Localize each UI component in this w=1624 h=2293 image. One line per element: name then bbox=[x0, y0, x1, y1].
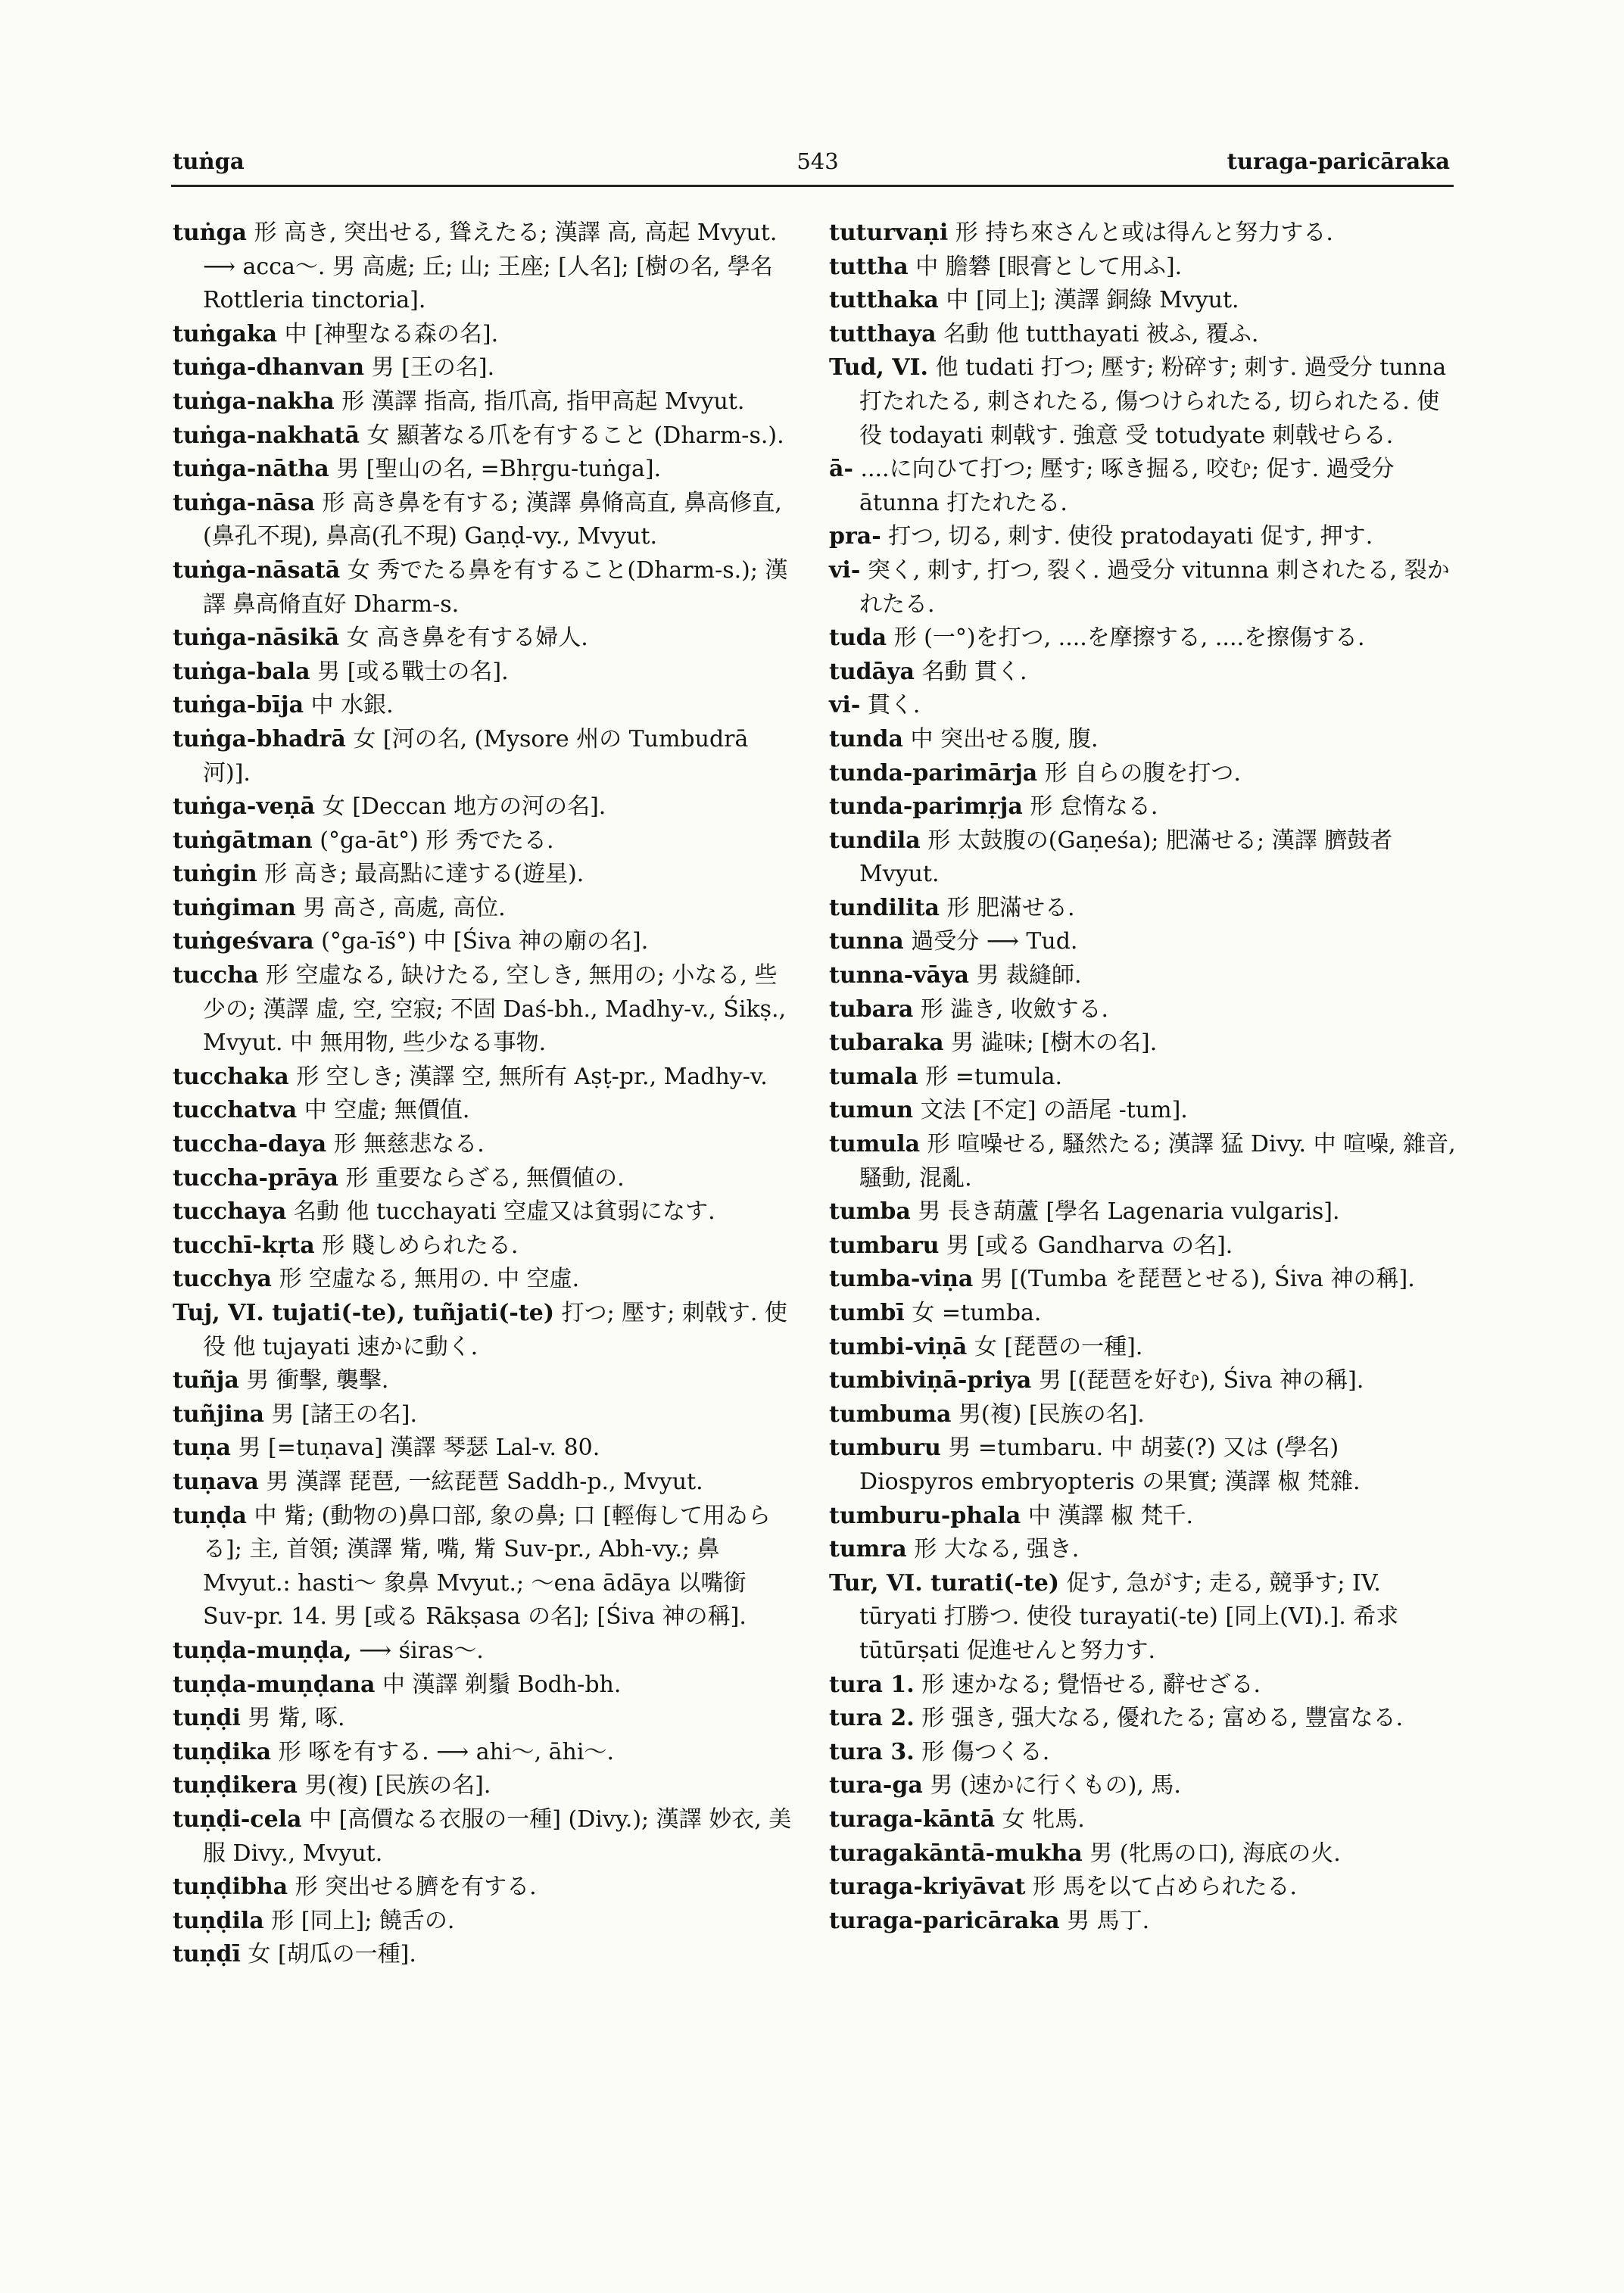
headword: tuṅgaka bbox=[173, 320, 278, 347]
headword: tuñja bbox=[173, 1367, 239, 1394]
gloss: 男 衝擊, 襲擊. bbox=[246, 1367, 389, 1394]
dictionary-entry bbox=[829, 1736, 1457, 1770]
gloss: 形 (一°)を打つ, ....を摩擦する, ....を擦傷する. bbox=[893, 625, 1365, 652]
gloss: 男 =tumbaru. 中 胡荽(?) 又は (學名) Diospyros embryopteris の果實; 漢譯 椒 梵雜. bbox=[859, 1435, 1361, 1495]
headword: tuṇḍika bbox=[173, 1738, 272, 1765]
dictionary-entry bbox=[829, 1803, 1457, 1837]
gloss: 女 [胡瓜の一種]. bbox=[248, 1941, 416, 1968]
gloss: 男 [=tuṇava] 漢譯 琴瑟 Lal-v. 80. bbox=[238, 1435, 600, 1462]
dictionary-entry bbox=[173, 318, 793, 352]
gloss: 形 =tumula. bbox=[925, 1063, 1063, 1090]
gloss: 男 (牝馬の口), 海底の火. bbox=[1089, 1840, 1341, 1867]
headword: tuṅga-nāsikā bbox=[173, 625, 340, 652]
headword: Tuj, VI. tujati(-te), tuñjati(-te) bbox=[173, 1300, 555, 1326]
gloss: 形 速かなる; 覺悟せる, 辭せざる. bbox=[921, 1671, 1261, 1698]
dictionary-entry bbox=[829, 1533, 1457, 1567]
headword: tubara bbox=[829, 995, 914, 1023]
gloss: 女 [琵琶の一種]. bbox=[974, 1333, 1143, 1360]
headword: tutthaka bbox=[829, 287, 939, 314]
dictionary-entry bbox=[829, 723, 1457, 757]
dictionary-entry bbox=[829, 217, 1457, 251]
dictionary-entry bbox=[173, 1803, 793, 1871]
headword: tucchatva bbox=[173, 1097, 298, 1124]
headword: tumburu-phala bbox=[829, 1502, 1021, 1529]
headword: tuṇḍibha bbox=[173, 1874, 288, 1901]
dictionary-entry bbox=[829, 251, 1457, 285]
dictionary-entry bbox=[173, 1195, 793, 1229]
gloss: 形 自らの腹を打つ. bbox=[1044, 759, 1241, 787]
dictionary-entry bbox=[829, 1128, 1457, 1195]
dictionary-entry bbox=[173, 723, 793, 790]
headword: tundilita bbox=[829, 894, 940, 921]
headword: turaga-kriyāvat bbox=[829, 1874, 1026, 1901]
headword: tuda bbox=[829, 625, 887, 652]
headword: tuṅga bbox=[173, 220, 247, 246]
dictionary-entry bbox=[829, 1094, 1457, 1128]
gloss: (°ga-īś°) 中 [Śiva 神の廟の名]. bbox=[321, 928, 649, 955]
gloss: 形 [同上]; 饒舌の. bbox=[271, 1907, 455, 1934]
gloss: 形 高き; 最高點に達する(遊星). bbox=[264, 861, 584, 888]
headword: tucchaka bbox=[173, 1063, 289, 1090]
headword: tuṅga-nakha bbox=[173, 388, 335, 415]
headword: tumbi-viṇā bbox=[829, 1333, 968, 1360]
headword: tuṇḍila bbox=[173, 1907, 264, 1934]
headword: tumbiviṇā-priya bbox=[829, 1367, 1032, 1394]
headword: vi- bbox=[829, 556, 861, 584]
headword: Tud, VI. bbox=[829, 354, 929, 382]
dictionary-entry bbox=[173, 419, 793, 453]
gloss: 打つ, 切る, 刺す. 使役 pratodayati 促す, 押す. bbox=[888, 523, 1373, 550]
dictionary-entry bbox=[173, 1702, 793, 1736]
headword: tuturvaṇi bbox=[829, 220, 949, 246]
dictionary-entry bbox=[173, 385, 793, 419]
dictionary-entry bbox=[829, 1432, 1457, 1499]
gloss: 過受分 ⟶ Tud. bbox=[911, 928, 1078, 955]
headword: tuṅga-nātha bbox=[173, 456, 329, 483]
headword: tuñjina bbox=[173, 1400, 264, 1428]
dictionary-entry bbox=[829, 1061, 1457, 1095]
gloss: 男(複) [民族の名]. bbox=[304, 1772, 491, 1799]
gloss: 形 肥滿せる. bbox=[946, 894, 1075, 921]
dictionary-entry bbox=[173, 959, 793, 1061]
dictionary-entry bbox=[173, 1938, 793, 1972]
headword: tumbaru bbox=[829, 1232, 940, 1259]
headword: tucchaya bbox=[173, 1198, 287, 1226]
right-column bbox=[829, 217, 1457, 1938]
headword: tunna bbox=[829, 928, 904, 955]
gloss: 中 漢譯 剃鬚 Bodh-bh. bbox=[382, 1671, 622, 1698]
dictionary-entry bbox=[829, 1871, 1457, 1905]
gloss: 男 (速かに行くもの), 馬. bbox=[930, 1772, 1181, 1799]
dictionary-entry bbox=[829, 1500, 1457, 1534]
gloss: 形 賤しめられたる. bbox=[322, 1232, 519, 1259]
dictionary-entry bbox=[173, 824, 793, 858]
gloss: 女 =tumba. bbox=[912, 1300, 1042, 1326]
gloss: 中 [同上]; 漢譯 銅綠 Mvyut. bbox=[946, 287, 1239, 314]
headword: tucchya bbox=[173, 1266, 272, 1293]
dictionary-entry bbox=[173, 1061, 793, 1095]
dictionary-entry bbox=[829, 284, 1457, 318]
headword: tunna-vāya bbox=[829, 962, 969, 989]
gloss: 他 tudati 打つ; 壓す; 粉碎す; 刺す. 過受分 tunna 打たれたる, 刺されたる, 傷つけられたる, 切られたる. 使役 todayati 刺戟す. 強意 受 totudyate 刺戟せらる. bbox=[859, 354, 1447, 449]
gloss: 形 傷つくる. bbox=[921, 1738, 1050, 1765]
dictionary-entry bbox=[829, 1769, 1457, 1803]
dictionary-entry bbox=[829, 757, 1457, 791]
gloss: 形 空虛なる, 無用の. 中 空虛. bbox=[279, 1266, 580, 1293]
dictionary-entry bbox=[173, 1736, 793, 1770]
dictionary-entry bbox=[173, 1466, 793, 1500]
headword: tuṅgin bbox=[173, 861, 257, 888]
headword: tuccha bbox=[173, 962, 259, 989]
headword: tuṅga-bhadrā bbox=[173, 725, 346, 752]
dictionary-entry bbox=[173, 790, 793, 824]
gloss: 形 漢譯 指高, 指爪高, 指甲高起 Mvyut. bbox=[341, 388, 745, 415]
headword: tuṇḍa-muṇḍana bbox=[173, 1671, 376, 1698]
headword: tumbuma bbox=[829, 1400, 952, 1428]
dictionary-entry bbox=[173, 217, 793, 318]
dictionary-entry bbox=[173, 892, 793, 926]
gloss: 形 無慈悲なる. bbox=[333, 1131, 485, 1158]
dictionary-entry bbox=[173, 1297, 793, 1364]
dictionary-entry bbox=[173, 858, 793, 892]
dictionary-entry bbox=[173, 1128, 793, 1162]
headword: tuṅga-dhanvan bbox=[173, 354, 365, 382]
headword: tuṅga-nāsatā bbox=[173, 556, 341, 584]
headword: tumbī bbox=[829, 1300, 905, 1326]
left-column bbox=[173, 217, 793, 1972]
gloss: 打つ; 壓す; 刺戟す. 使役 他 tujayati 速かに動く. bbox=[203, 1300, 787, 1360]
headword: tuṇḍikera bbox=[173, 1772, 298, 1799]
gloss: 女 [Deccan 地方の河の名]. bbox=[322, 793, 606, 821]
headword: tuṅga-bala bbox=[173, 658, 310, 685]
header-rule bbox=[171, 185, 1454, 187]
gloss: 男 觜, 啄. bbox=[248, 1705, 345, 1732]
gloss: 促す, 急がす; 走る, 競爭す; IV. tūryati 打勝つ. 使役 turayati(-te) [同上(VI).]. 希求 tūtūrṣati 促進せんと努力す. bbox=[859, 1569, 1399, 1664]
dictionary-entry bbox=[829, 1364, 1457, 1398]
dictionary-entry bbox=[829, 1567, 1457, 1668]
gloss: 女 [河の名, (Mysore 州の Tumbudrā 河)]. bbox=[203, 725, 749, 787]
dictionary-entry bbox=[829, 520, 1457, 554]
headword: pra- bbox=[829, 523, 881, 550]
gloss: 突く, 刺す, 打つ, 裂く. 過受分 vitunna 刺されたる, 裂かれたる. bbox=[859, 556, 1450, 618]
dictionary-entry bbox=[829, 554, 1457, 622]
dictionary-entry bbox=[829, 1905, 1457, 1939]
gloss: 名動 貫く. bbox=[921, 658, 1027, 685]
headword: tumra bbox=[829, 1536, 907, 1563]
dictionary-entry bbox=[173, 1162, 793, 1196]
dictionary-entry bbox=[829, 925, 1457, 959]
dictionary-entry bbox=[173, 1398, 793, 1432]
headword: tubaraka bbox=[829, 1030, 944, 1057]
dictionary-entry bbox=[829, 1837, 1457, 1871]
headword: tunda-parimṛja bbox=[829, 793, 1023, 821]
headword: tuṇḍi-cela bbox=[173, 1805, 302, 1833]
gloss: 形 空しき; 漢譯 空, 無所有 Aṣṭ-pr., Madhy-v. bbox=[296, 1063, 768, 1090]
dictionary-entry bbox=[173, 487, 793, 554]
gloss: 男 馬丁. bbox=[1067, 1907, 1150, 1934]
page-number: 543 bbox=[796, 148, 839, 174]
dictionary-entry bbox=[173, 351, 793, 385]
dictionary-entry bbox=[173, 1769, 793, 1803]
headword: tuṇḍa-muṇḍa, bbox=[173, 1637, 352, 1664]
headword: tucchī-kṛta bbox=[173, 1232, 315, 1259]
dictionary-entry bbox=[829, 622, 1457, 656]
dictionary-entry bbox=[829, 993, 1457, 1027]
dictionary-entry bbox=[829, 689, 1457, 723]
gloss: 形 太鼓腹の(Gaṇeśa); 肥滿せる; 漢譯 臍鼓者 Mvyut. bbox=[859, 827, 1393, 888]
dictionary-entry bbox=[173, 656, 793, 690]
gloss: 形 喧噪せる, 騷然たる; 漢譯 猛 Divy. 中 喧噪, 雜音, 騷動, 混亂. bbox=[859, 1131, 1456, 1192]
headword: tuṇḍa bbox=[173, 1502, 247, 1529]
gloss: 中 突出せる腹, 腹. bbox=[910, 725, 1099, 752]
gloss: 形 高き, 突出せる, 聳えたる; 漢譯 高, 高起 Mvyut. ⟶ acca〜. 男 高處; 丘; 山; 王座; [人名]; [樹の名, 學名 Rottleria tinctoria]. bbox=[203, 220, 778, 314]
gloss: 形 怠惰なる. bbox=[1030, 793, 1158, 821]
gloss: 男 裁縫師. bbox=[976, 962, 1082, 989]
gloss: 男 高さ, 高處, 高位. bbox=[303, 894, 506, 921]
dictionary-entry bbox=[173, 453, 793, 487]
running-head-left: tuṅga bbox=[173, 148, 245, 174]
dictionary-entry bbox=[173, 1634, 793, 1668]
dictionary-entry bbox=[829, 790, 1457, 824]
headword: tuttha bbox=[829, 253, 909, 280]
headword: vi- bbox=[829, 692, 861, 719]
dictionary-entry bbox=[829, 1263, 1457, 1297]
gloss: ....に向ひて打つ; 壓す; 啄き掘る, 咬む; 促す. 過受分 ātunna 打たれたる. bbox=[859, 456, 1395, 516]
gloss: 中 觜; (動物の)鼻口部, 象の鼻; 口 [輕侮して用ゐらる]; 主, 首領; 漢譯 觜, 嘴, 觜 Suv-pr., Abh-vy.; 鼻 Mvyut.: hasti〜 象鼻 Mvyut.; 〜ena ādāya 以嘴銜 Suv-pr. 14. 男 [或る Rākṣasa の名]; [Śiva 神の稱]. bbox=[203, 1502, 771, 1631]
headword: tumba-viṇa bbox=[829, 1266, 974, 1293]
gloss: 中 水銀. bbox=[310, 692, 394, 719]
gloss: 男 [聖山の名, =Bhṛgu-tuṅga]. bbox=[336, 456, 662, 483]
headword: ā- bbox=[829, 456, 853, 483]
dictionary-entry bbox=[173, 1668, 793, 1703]
headword: tuccha-daya bbox=[173, 1131, 327, 1158]
headword: Tur, VI. turati(-te) bbox=[829, 1569, 1060, 1597]
gloss: 形 持ち來さんと或は得んと努力する. bbox=[955, 220, 1333, 246]
headword: tuṇava bbox=[173, 1468, 259, 1495]
dictionary-entry bbox=[173, 925, 793, 959]
dictionary-entry bbox=[829, 892, 1457, 926]
gloss: 女 顯著なる爪を有すること (Dharm-s.). bbox=[366, 422, 784, 449]
dictionary-entry bbox=[173, 1500, 793, 1634]
gloss: 男 [(琵琶を好む), Śiva 神の稱]. bbox=[1038, 1367, 1364, 1394]
headword: tumun bbox=[829, 1097, 914, 1124]
headword: tura 2. bbox=[829, 1705, 915, 1732]
gloss: 男 [(Tumba を琵琶とせる), Śiva 神の稱]. bbox=[980, 1266, 1415, 1293]
dictionary-entry bbox=[173, 1432, 793, 1466]
gloss: 形 强き, 强大なる, 優れたる; 富める, 豐富なる. bbox=[921, 1705, 1404, 1732]
headword: tutthaya bbox=[829, 320, 937, 347]
gloss: 男 長き葫蘆 [學名 Lagenaria vulgaris]. bbox=[918, 1198, 1340, 1226]
headword: tunda bbox=[829, 725, 903, 752]
dictionary-entry bbox=[829, 318, 1457, 352]
headword: tura 3. bbox=[829, 1738, 915, 1765]
gloss: 男 [王の名]. bbox=[371, 354, 495, 382]
dictionary-entry bbox=[829, 656, 1457, 690]
gloss: 形 突出せる臍を有する. bbox=[295, 1874, 537, 1901]
dictionary-entry bbox=[173, 1871, 793, 1905]
dictionary-entry bbox=[829, 824, 1457, 892]
dictionary-entry bbox=[173, 1364, 793, 1398]
gloss: 男 漢譯 琵琶, 一絃琵琶 Saddh-p., Mvyut. bbox=[266, 1468, 703, 1495]
running-head-right: turaga-paricāraka bbox=[1227, 148, 1450, 174]
gloss: 中 膽礬 [眼膏として用ふ]. bbox=[915, 253, 1183, 280]
gloss: 貫く. bbox=[867, 692, 921, 719]
dictionary-entry bbox=[829, 1702, 1457, 1736]
headword: tundila bbox=[829, 827, 921, 854]
headword: tuṅgeśvara bbox=[173, 928, 314, 955]
gloss: 中 空虛; 無價值. bbox=[304, 1097, 470, 1124]
headword: tuṅga-veṇā bbox=[173, 793, 316, 821]
gloss: 形 澁き, 收斂する. bbox=[920, 995, 1109, 1023]
headword: tunda-parimārja bbox=[829, 759, 1038, 787]
dictionary-entry bbox=[829, 959, 1457, 993]
gloss: 男(複) [民族の名]. bbox=[958, 1400, 1145, 1428]
gloss: ⟶ śiras〜. bbox=[359, 1637, 484, 1664]
headword: turaga-paricāraka bbox=[829, 1907, 1060, 1934]
dictionary-entry bbox=[829, 1027, 1457, 1061]
headword: turaga-kāntā bbox=[829, 1805, 996, 1833]
dictionary-entry bbox=[173, 689, 793, 723]
headword: turagakāntā-mukha bbox=[829, 1840, 1083, 1867]
headword: tuṅgātman bbox=[173, 827, 313, 854]
gloss: 中 漢譯 椒 梵千. bbox=[1027, 1502, 1194, 1529]
gloss: 形 空虛なる, 缺けたる, 空しき, 無用の; 小なる, 些少の; 漢譯 虛, 空, 空寂; 不固 Daś-bh., Madhy-v., Śikṣ., Mvyut. 中 無用物, 些少なる事物. bbox=[203, 962, 787, 1057]
headword: tura 1. bbox=[829, 1671, 915, 1698]
headword: tuccha-prāya bbox=[173, 1164, 338, 1192]
headword: tuṅga-bīja bbox=[173, 692, 304, 719]
dictionary-entry bbox=[173, 1094, 793, 1128]
dictionary-entry bbox=[173, 1905, 793, 1939]
dictionary-entry bbox=[173, 1229, 793, 1263]
dictionary-entry bbox=[829, 1297, 1457, 1331]
headword: tuṅgiman bbox=[173, 894, 296, 921]
headword: tumula bbox=[829, 1131, 921, 1158]
headword: tudāya bbox=[829, 658, 915, 685]
dictionary-entry bbox=[829, 1331, 1457, 1365]
dictionary-entry bbox=[829, 1229, 1457, 1263]
gloss: 男 [或る Gandharva の名]. bbox=[946, 1232, 1233, 1259]
headword: tuṇḍi bbox=[173, 1705, 241, 1732]
gloss: 形 重要ならざる, 無價値の. bbox=[345, 1164, 625, 1192]
dictionary-entry bbox=[829, 453, 1457, 520]
headword: tuṅga-nāsa bbox=[173, 489, 315, 516]
gloss: 形 高き鼻を有する; 漢譯 鼻脩高直, 鼻高修直, (鼻孔不現), 鼻高(孔不現) Gaṇḍ-vy., Mvyut. bbox=[203, 489, 782, 550]
dictionary-entry bbox=[829, 1398, 1457, 1432]
headword: tura-ga bbox=[829, 1772, 923, 1799]
headword: tumba bbox=[829, 1198, 911, 1226]
dictionary-entry bbox=[829, 351, 1457, 453]
headword: tuṇa bbox=[173, 1435, 231, 1462]
gloss: 形 大なる, 强き. bbox=[914, 1536, 1080, 1563]
gloss: 名動 他 tucchayati 空虛又は貧弱になす. bbox=[293, 1198, 715, 1226]
gloss: 女 秀でたる鼻を有すること(Dharm-s.); 漢譯 鼻高脩直好 Dharm-s. bbox=[203, 556, 788, 618]
dictionary-entry bbox=[173, 622, 793, 656]
gloss: (°ga-āt°) 形 秀でたる. bbox=[320, 827, 554, 854]
dictionary-entry bbox=[173, 1263, 793, 1297]
headword: tuṇḍī bbox=[173, 1941, 241, 1968]
headword: tumala bbox=[829, 1063, 918, 1090]
headword: tuṅga-nakhatā bbox=[173, 422, 360, 449]
gloss: 男 [諸王の名]. bbox=[271, 1400, 418, 1428]
headword: tumburu bbox=[829, 1435, 941, 1462]
gloss: 名動 他 tutthayati 被ふ, 覆ふ. bbox=[943, 320, 1259, 347]
dictionary-entry bbox=[173, 554, 793, 622]
gloss: 形 啄を有する. ⟶ ahi〜, āhi〜. bbox=[278, 1738, 614, 1765]
gloss: 中 [神聖なる森の名]. bbox=[284, 320, 499, 347]
gloss: 女 牝馬. bbox=[1002, 1805, 1085, 1833]
dictionary-entry bbox=[829, 1195, 1457, 1229]
dictionary-entry bbox=[829, 1668, 1457, 1703]
gloss: 文法 [不定] の語尾 -tum]. bbox=[920, 1097, 1188, 1124]
gloss: 形 馬を以て占められたる. bbox=[1032, 1874, 1297, 1901]
gloss: 男 澁味; [樹木の名]. bbox=[951, 1030, 1158, 1057]
gloss: 男 [或る戰士の名]. bbox=[317, 658, 509, 685]
gloss: 中 [高價なる衣服の一種] (Divy.); 漢譯 妙衣, 美服 Divy., Mvyut. bbox=[203, 1805, 792, 1867]
gloss: 女 高き鼻を有する婦人. bbox=[346, 625, 588, 652]
